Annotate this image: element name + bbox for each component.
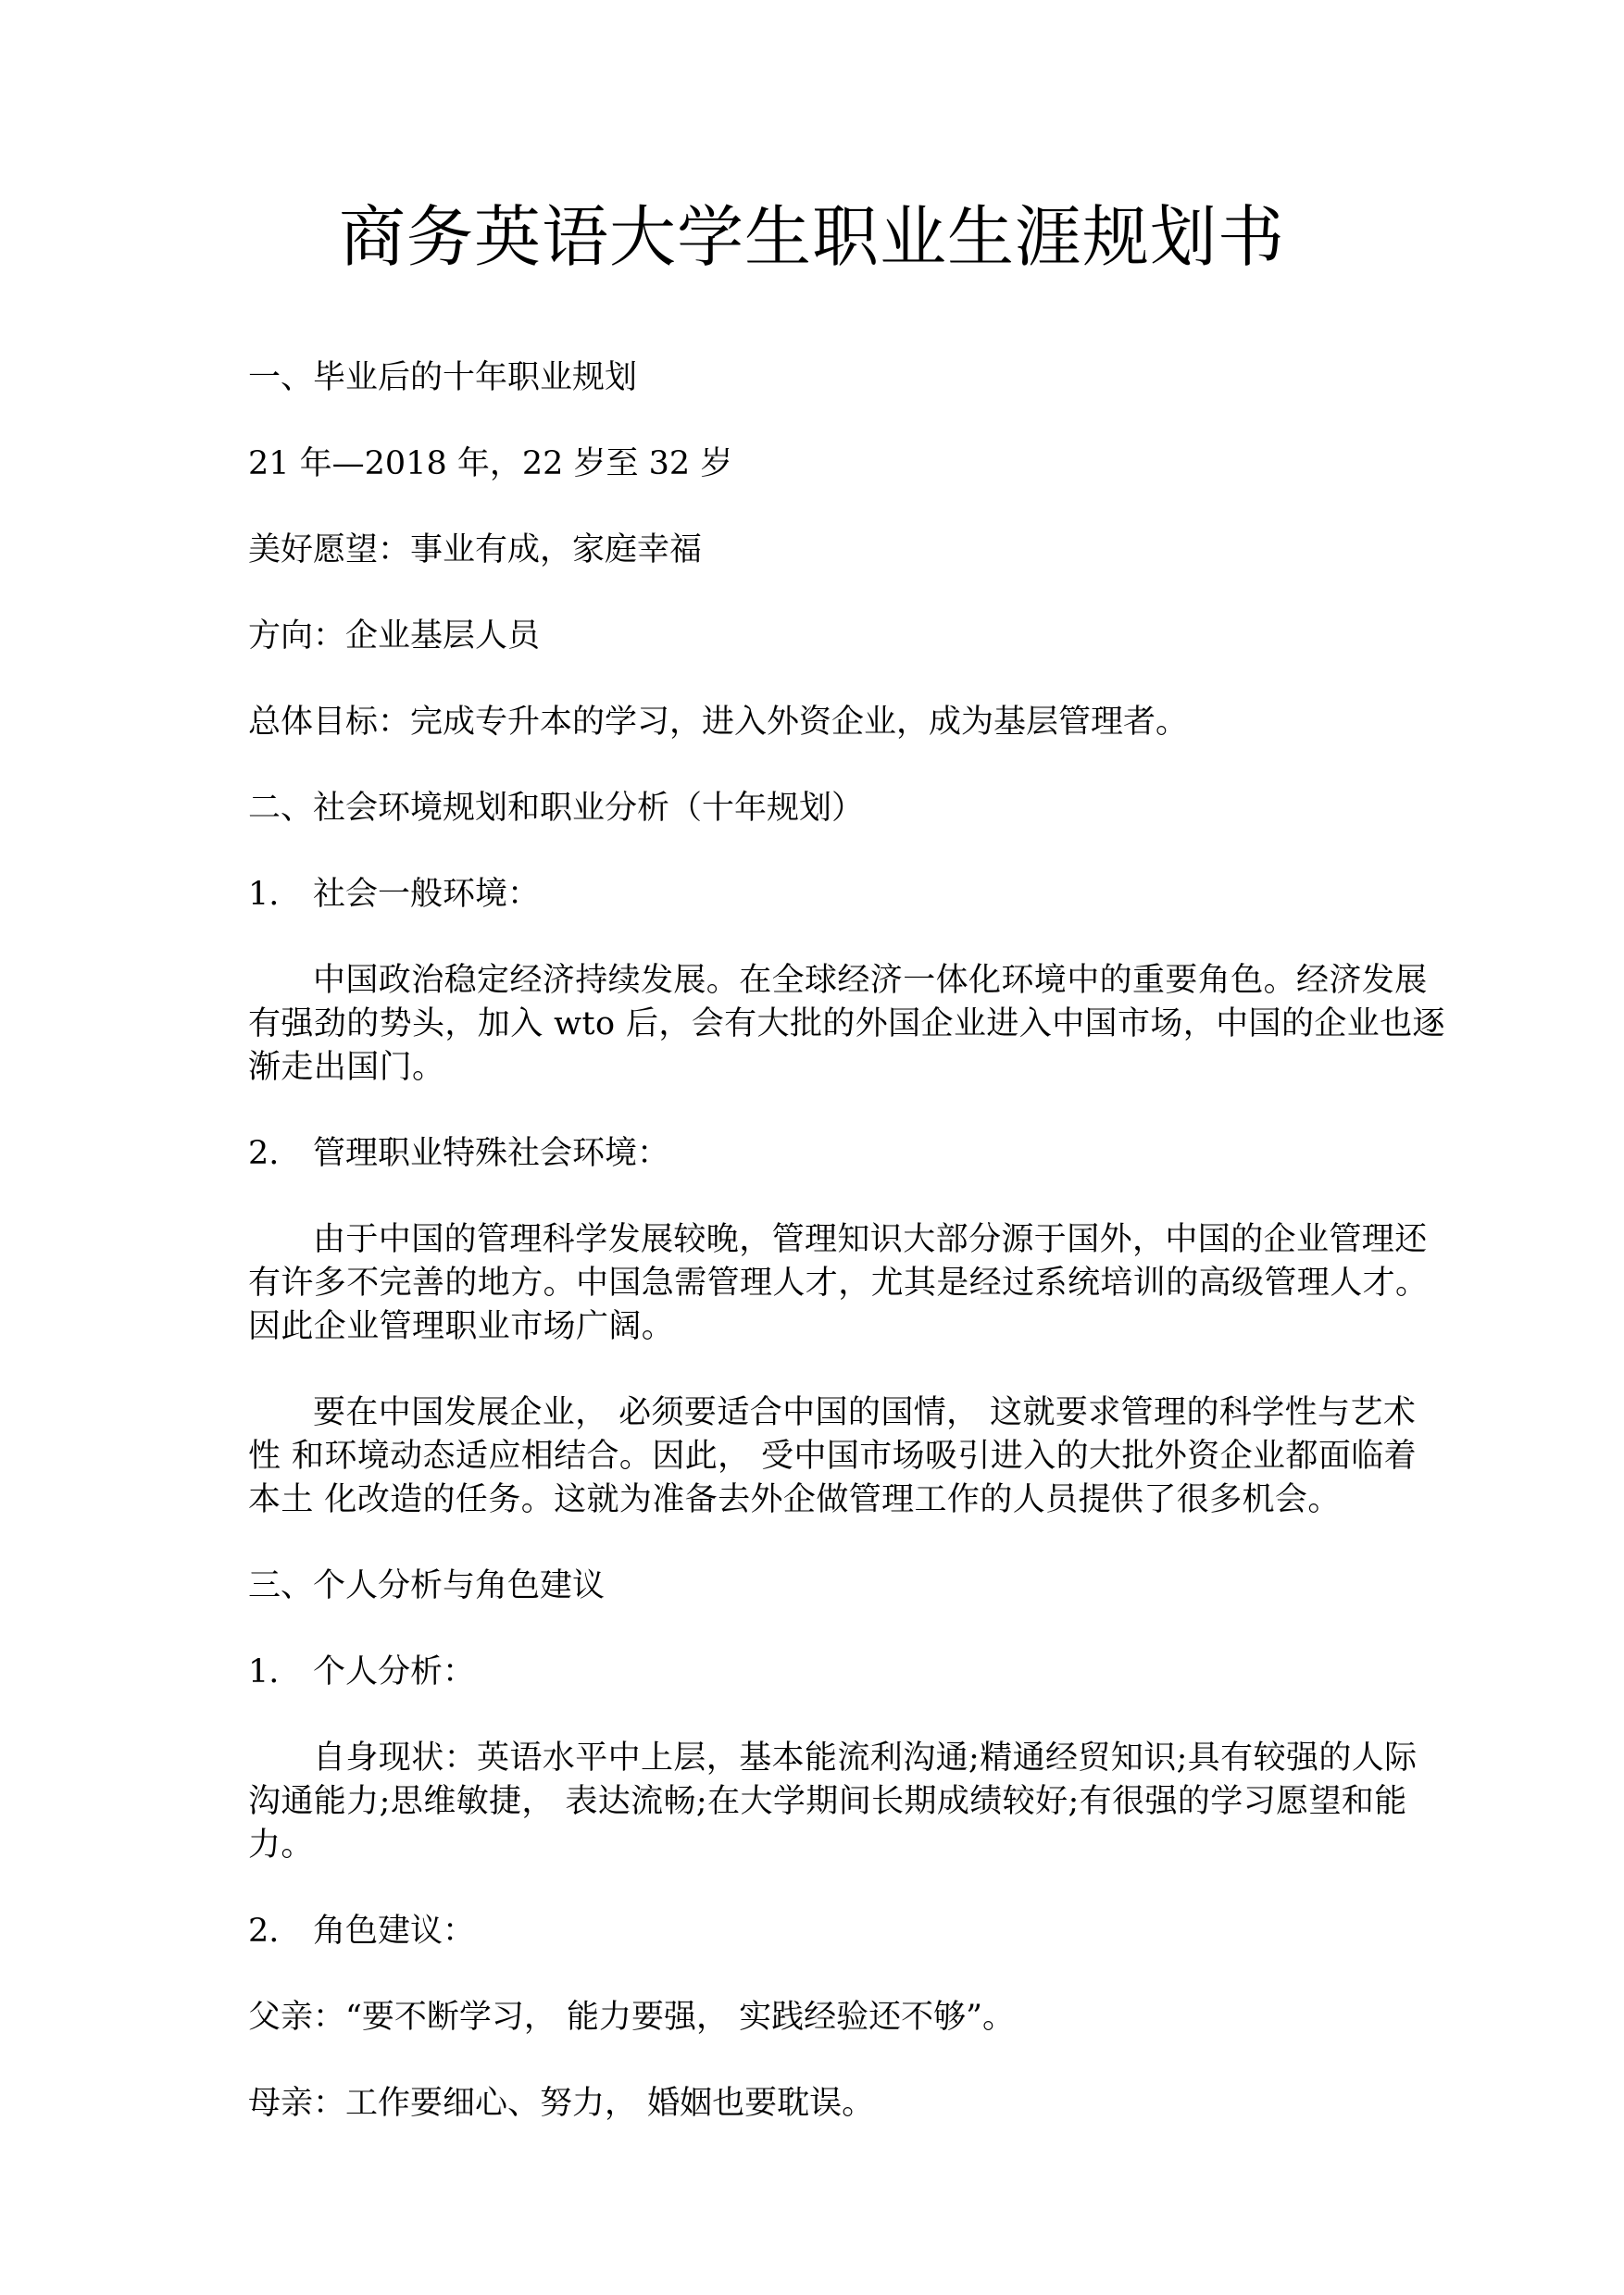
sub-heading-label: 个人分析： xyxy=(313,1653,476,1690)
document-body xyxy=(248,356,1448,2168)
list-number: 1. xyxy=(248,876,280,913)
paragraph-line: 渐走出国门。 xyxy=(248,1049,445,1086)
section-1-direction: 方向：企业基层人员 xyxy=(248,617,541,655)
section-2-heading: 二、社会环境规划和职业分析（十年规划） xyxy=(248,790,865,827)
document-title: 商务英语大学生职业生涯规划书 xyxy=(338,198,1285,276)
list-number: 1. xyxy=(248,1653,280,1690)
section-3-paragraph-1 xyxy=(248,1737,1448,1867)
section-2-sub-2 xyxy=(248,1132,1448,1176)
section-2-sub-1 xyxy=(248,873,1448,917)
paragraph-line: 自身现状：英语水平中上层，基本能流利沟通;精通经贸知识;具有较强的人际 xyxy=(313,1740,1418,1777)
paragraph-line: 力。 xyxy=(248,1827,314,1864)
paragraph-line: 由于中国的管理科学发展较晚，管理知识大部分源于国外，中国的企业管理还 xyxy=(313,1221,1428,1258)
paragraph-line: 沟通能力;思维敏捷， 表达流畅;在大学期间长期成绩较好;有很强的学习愿望和能 xyxy=(248,1783,1407,1820)
section-3-sub-2 xyxy=(248,1910,1448,1953)
section-1-heading: 一、毕业后的十年职业规划 xyxy=(248,359,638,396)
paragraph-line: 性 和环境动态适应相结合。因此， 受中国市场吸引进入的大批外资企业都面临着 xyxy=(248,1438,1418,1475)
paragraph-line: 有强劲的势头，加入 wto 后，会有大批的外国企业进入中国市场，中国的企业也逐 xyxy=(248,1005,1445,1042)
section-1-period: 21 年—2018 年，22 岁至 32 岁 xyxy=(248,445,733,482)
list-number: 2. xyxy=(248,1913,280,1950)
paragraph-line: 中国政治稳定经济持续发展。在全球经济一体化环境中的重要角色。经济发展 xyxy=(313,962,1428,999)
section-2-paragraph-3 xyxy=(248,1391,1448,1522)
section-3-heading: 三、个人分析与角色建议 xyxy=(248,1567,606,1604)
paragraph-line: 因此企业管理职业市场广阔。 xyxy=(248,1308,675,1345)
section-1-wish: 美好愿望：事业有成，家庭幸福 xyxy=(248,531,703,568)
sub-heading-label: 社会一般环境： xyxy=(313,876,541,913)
section-2-paragraph-1 xyxy=(248,959,1448,1090)
sub-heading-label: 角色建议： xyxy=(313,1913,476,1950)
paragraph-line: 本土 化改造的任务。这就为准备去外企做管理工作的人员提供了很多机会。 xyxy=(248,1481,1341,1518)
mother-advice: 母亲：工作要细心、努力， 婚姻也要耽误。 xyxy=(248,2085,875,2122)
list-number: 2. xyxy=(248,1135,280,1172)
sub-heading-label: 管理职业特殊社会环境： xyxy=(313,1135,670,1172)
paragraph-line: 要在中国发展企业， 必须要适合中国的国情， 这就要求管理的科学性与艺术 xyxy=(313,1394,1417,1431)
paragraph-line: 有许多不完善的地方。中国急需管理人才，尤其是经过系统培训的高级管理人才。 xyxy=(248,1265,1429,1302)
section-1-goal: 总体目标：完成专升本的学习，进入外资企业，成为基层管理者。 xyxy=(248,704,1189,741)
section-3-sub-1 xyxy=(248,1651,1448,1694)
section-2-paragraph-2 xyxy=(248,1218,1448,1349)
father-advice: 父亲：“要不断学习， 能力要强， 实践经验还不够”。 xyxy=(248,1999,1016,2036)
